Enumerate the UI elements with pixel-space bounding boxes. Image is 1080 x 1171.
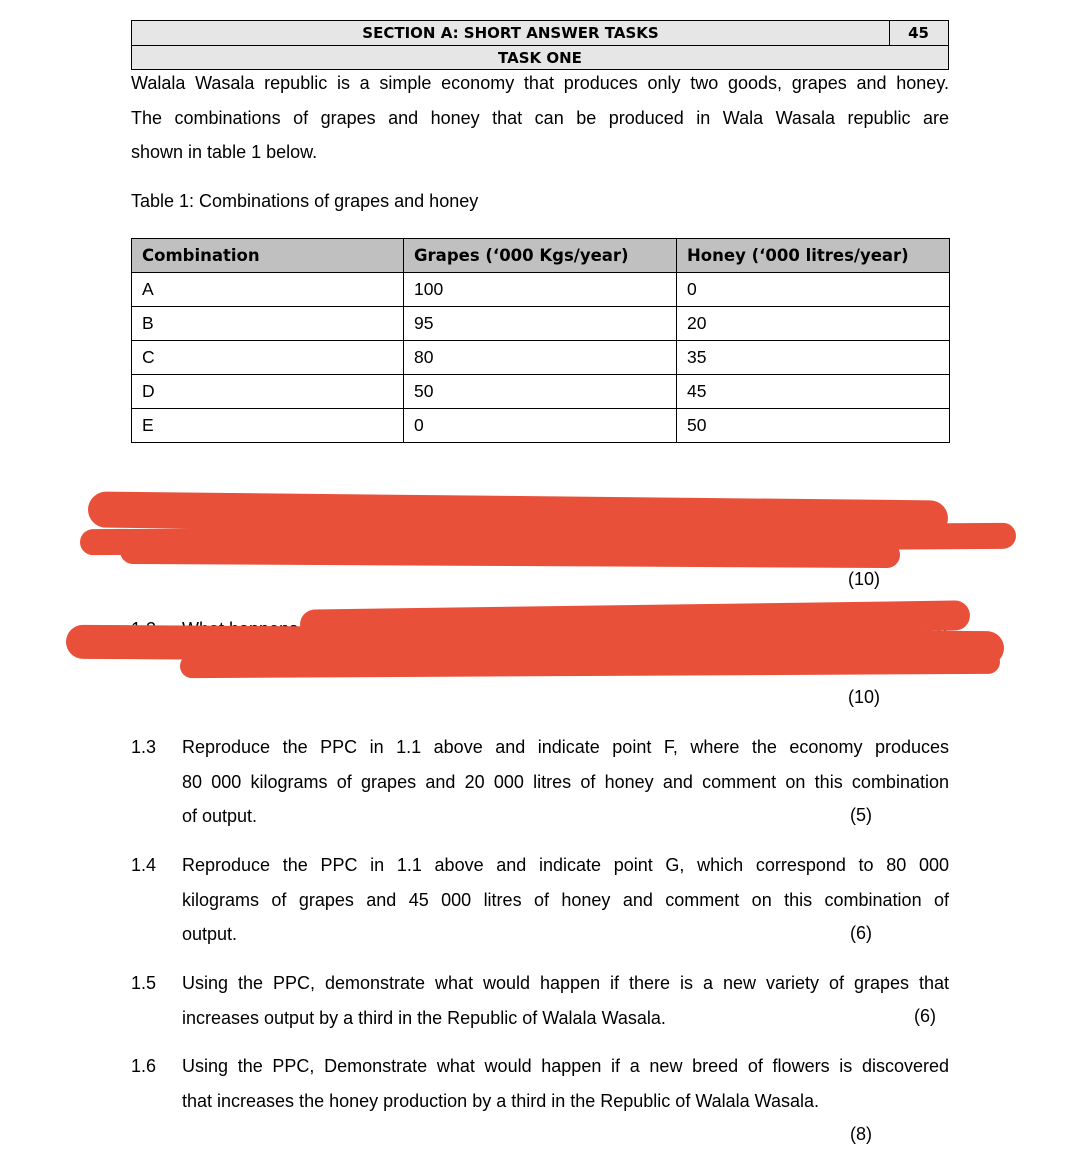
question-1-3: [131, 730, 949, 834]
cell-honey: 50: [677, 409, 950, 443]
cell-grapes: 95: [404, 307, 677, 341]
question-line: Using the PPC, Demonstrate what would happen if a new breed of flowers is discovered: [182, 1056, 949, 1076]
cell-combination: B: [132, 307, 404, 341]
col-header-grapes: Grapes (‘000 Kgs/year): [404, 239, 677, 273]
section-marks: 45: [908, 24, 929, 42]
q1-1-marks: (10): [848, 569, 881, 589]
cell-honey: 20: [677, 307, 950, 341]
table-row: [132, 273, 950, 307]
question-line: of output.: [182, 806, 258, 826]
table-header-row: [132, 239, 950, 273]
redaction-mark: [180, 650, 1000, 678]
question-line: increases output by a third in the Republic of Walala Wasala.: [182, 1007, 666, 1028]
question-line: kilograms of grapes and 45 000 litres of honey and comment on this combination of: [182, 889, 949, 910]
q1-5-marks: (6): [914, 1006, 936, 1026]
section-header: [131, 20, 949, 46]
question-line: output.: [182, 924, 238, 944]
q1-6-marks: (8): [850, 1124, 872, 1144]
table-row: [132, 307, 950, 341]
cell-combination: D: [132, 375, 404, 409]
question-line: Using the PPC, demonstrate what would happen if there is a new variety of grapes that: [182, 973, 949, 993]
intro-line-1: Walala Wasala republic is a simple economy that produces only two goods, grapes and honey.: [131, 73, 949, 93]
q1-2-marks: (10): [848, 687, 881, 707]
question-number: 1.5: [131, 973, 157, 993]
task-title: TASK ONE: [131, 45, 949, 70]
question-line: that increases the honey production by a third in the Republic of Walala Wasala.: [182, 1090, 820, 1111]
cell-grapes: 100: [404, 273, 677, 307]
question-line: Reproduce the PPC in 1.1 above and indicate point F, where the economy produces: [182, 737, 949, 757]
table-row: [132, 409, 950, 443]
question-line: 80 000 kilograms of grapes and 20 000 litres of honey and comment on this combination: [182, 771, 949, 792]
combinations-table: [131, 238, 950, 443]
question-1-5: [131, 966, 949, 1036]
section-title: SECTION A: SHORT ANSWER TASKS: [132, 21, 890, 45]
cell-grapes: 80: [404, 341, 677, 375]
table-row: [132, 341, 950, 375]
question-number: 1.3: [131, 737, 157, 757]
q1-4-marks: (6): [850, 923, 872, 943]
question-1-4: [131, 848, 949, 952]
intro-line-3: shown in table 1 below.: [131, 142, 318, 162]
cell-grapes: 50: [404, 375, 677, 409]
question-line: Reproduce the PPC in 1.1 above and indicate point G, which correspond to 80 000: [182, 855, 949, 875]
cell-honey: 35: [677, 341, 950, 375]
cell-grapes: 0: [404, 409, 677, 443]
cell-honey: 45: [677, 375, 950, 409]
question-number: 1.4: [131, 855, 157, 875]
cell-combination: A: [132, 273, 404, 307]
col-header-combination: Combination: [132, 239, 404, 273]
table-row: [132, 375, 950, 409]
intro-paragraph: [131, 66, 949, 170]
question-number: 1.6: [131, 1056, 157, 1076]
cell-honey: 0: [677, 273, 950, 307]
cell-combination: C: [132, 341, 404, 375]
col-header-honey: Honey (‘000 litres/year): [677, 239, 950, 273]
question-1-6: [131, 1049, 949, 1119]
q1-3-marks: (5): [850, 805, 872, 825]
table-caption: Table 1: Combinations of grapes and honey: [131, 191, 479, 211]
cell-combination: E: [132, 409, 404, 443]
redaction-mark: [120, 538, 900, 568]
intro-line-2: The combinations of grapes and honey that can be produced in Wala Wasala republic are: [131, 107, 949, 128]
